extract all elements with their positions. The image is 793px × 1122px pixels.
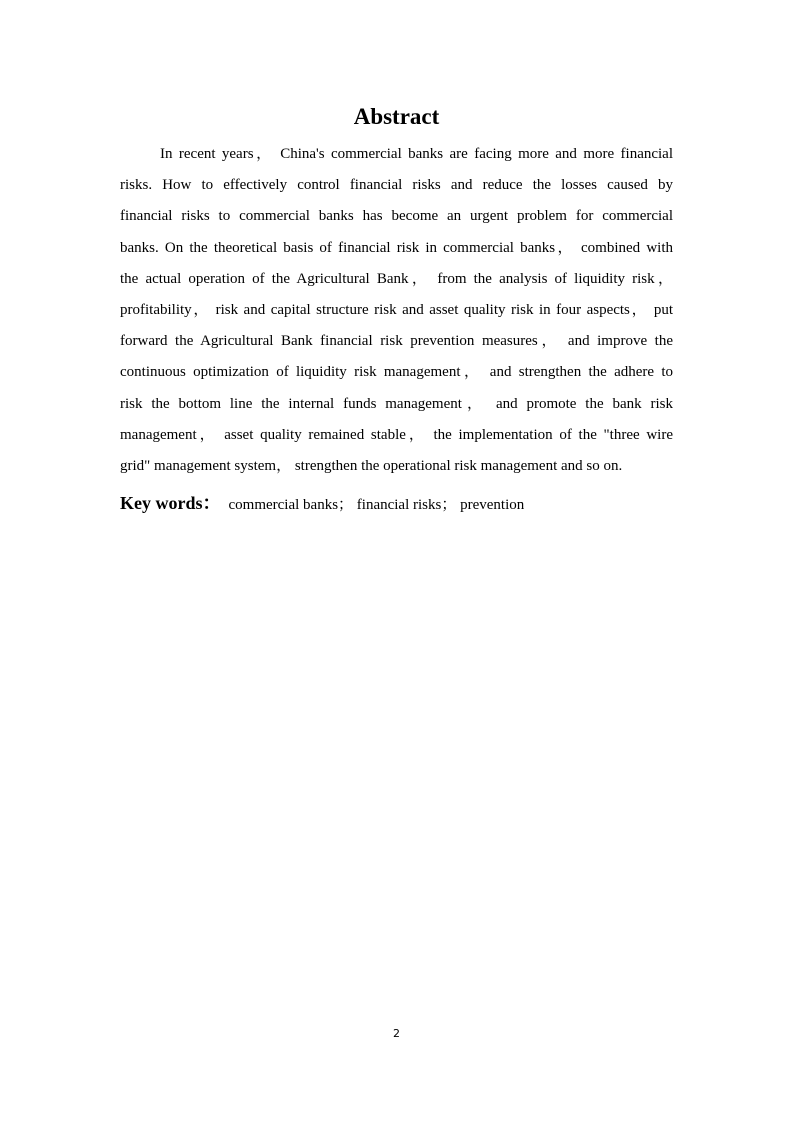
keywords-values: commercial banks； financial risks； prevention (228, 497, 525, 513)
abstract-body (120, 139, 673, 482)
abstract-title: Abstract (353, 104, 440, 129)
abstract-line: profitability， risk and capital structure risk and asset quality risk in four aspects， put (120, 301, 673, 318)
keywords-section (120, 489, 673, 519)
abstract-line: continuous optimization of liquidity risk management， and strengthen the adhere to (120, 364, 673, 381)
abstract-line: risk the bottom line the internal funds management， and promote the bank risk (120, 395, 673, 412)
page-number: 2 (393, 1027, 400, 1040)
keywords-label: Key words： (120, 493, 221, 513)
abstract-line: banks. On the theoretical basis of financial risk in commercial banks， combined with (120, 239, 673, 256)
abstract-line: In recent years， China's commercial banks are facing more and more financial (160, 146, 673, 162)
abstract-line: management， asset quality remained stable， the implementation of the "three wire (120, 426, 673, 443)
abstract-line: grid" management system， strengthen the operational risk management and so on. (120, 457, 623, 474)
abstract-line: forward the Agricultural Bank financial risk prevention measures， and improve the (120, 333, 673, 350)
abstract-line: risks. How to effectively control financial risks and reduce the losses caused by (120, 177, 673, 194)
abstract-line: the actual operation of the Agricultural Bank， from the analysis of liquidity risk， (120, 270, 673, 287)
abstract-line: financial risks to commercial banks has become an urgent problem for commercial (120, 208, 673, 225)
